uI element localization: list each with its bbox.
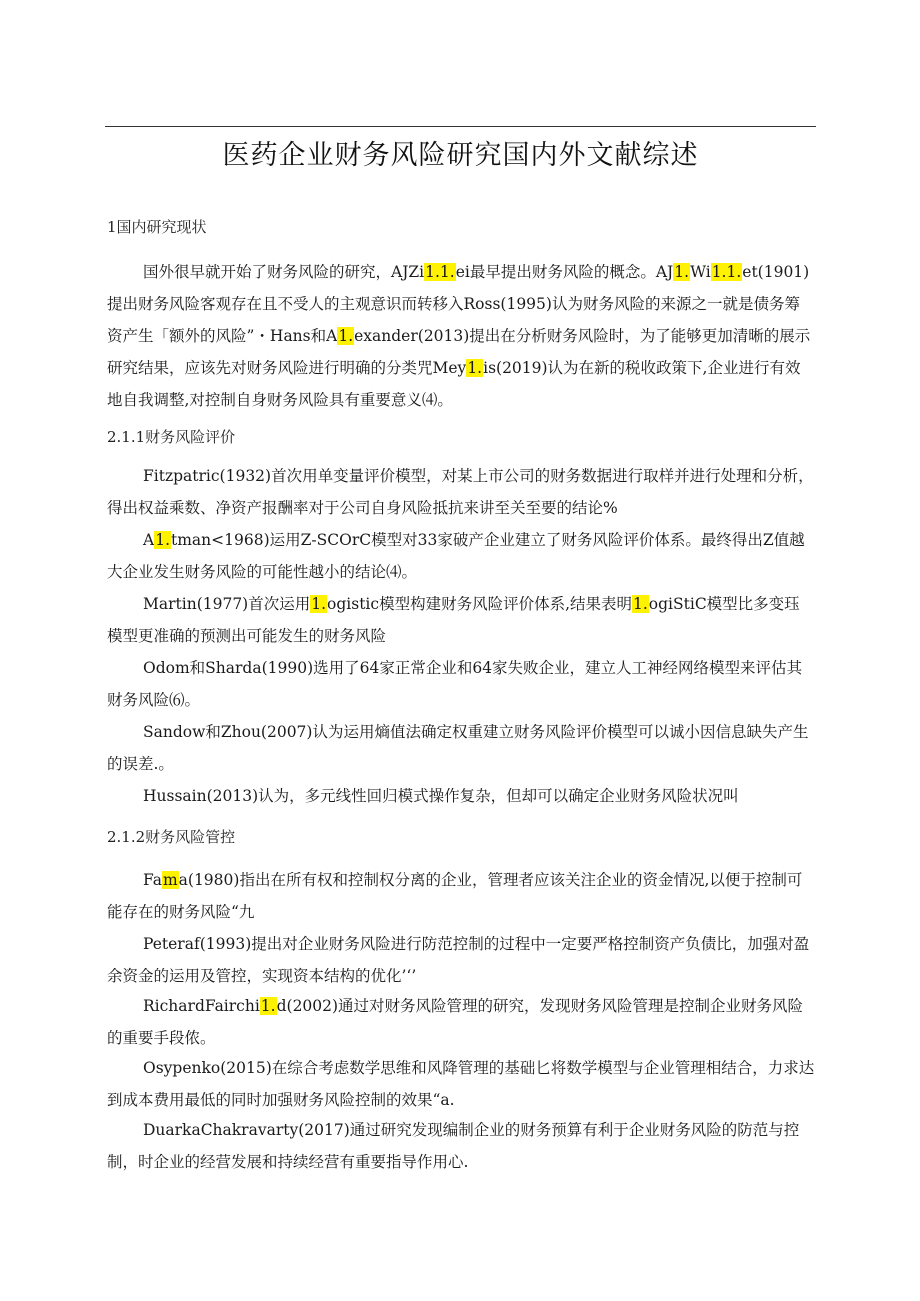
paragraph [107, 864, 815, 928]
paragraph [107, 588, 815, 652]
section-heading: 2.1.1财务风险评价 [107, 428, 236, 446]
paragraph-text: Martin(1977)首次运用 [143, 595, 311, 613]
paragraph-text: et(1901)提出财务风险客观存在且不受人的主观意识而转移入Ross(1995)认为财务风险的来源之一就是债务筹资产生「额外的风险”・Hans和A [107, 263, 810, 345]
paragraph-text: ogistic模型构建财务风险评价体系,结果表明 [327, 595, 632, 613]
highlighted-text: m [162, 871, 178, 889]
paragraph [107, 990, 815, 1054]
paragraph [107, 716, 815, 780]
highlighted-text: 1. [338, 327, 354, 345]
paragraph-text: Sandow和Zhou(2007)认为运用熵值法确定权重建立财务风险评价模型可以诚小因信息缺失产生的误差.。 [107, 723, 809, 773]
paragraph-text: Osypenko(2015)在综合考虑数学思维和风降管理的基础匕将数学模型与企业管理相结合，力求达到成本费用最低的同时加强财务风险控制的效果“a. [107, 1059, 815, 1109]
section-heading: 2.1.2财务风险管控 [107, 828, 236, 846]
highlighted-text: 1. [674, 263, 690, 281]
paragraph-text: Fa [143, 871, 162, 889]
paragraph-text: A [143, 531, 155, 549]
paragraph [107, 1052, 815, 1116]
highlighted-text: 1.1. [425, 263, 455, 281]
paragraph-text: tman<1968)运用Z-SCOrC模型对33家破产企业建立了财务风险评价体系。最终得出Z值越大企业发生财务风险的可能性越小的结论⑷。 [107, 531, 805, 581]
paragraph [107, 928, 815, 992]
paragraph-text: Wi [690, 263, 711, 281]
paragraph-text: Odom和Sharda(1990)选用了64家正常企业和64家失败企业，建立人工神经网络模型来评估其财务风险⑹。 [107, 659, 803, 709]
highlighted-text: 1. [633, 595, 648, 613]
paragraph [107, 1114, 815, 1178]
paragraph-text: a(1980)指出在所有权和控制权分离的企业，管理者应该关注企业的资金情况,以便于控制可能存在的财务风险“九 [107, 871, 803, 921]
paragraph-text: Hussain(2013)认为，多元线性回归模式操作复杂，但却可以确定企业财务风险状况叫 [143, 787, 739, 805]
paragraph-text: exander(2013)提出在分析财务风险时，为了能够更加清晰的展示研究结果，应该先对财务风险进行明确的分类咒Mey [107, 327, 811, 377]
paragraph-text: is(2019)认为在新的税收政策下,企业进行有效地自我调整,对控制自身财务风险具有重要意义⑷。 [107, 359, 801, 409]
header-rule [105, 126, 816, 127]
highlighted-text: 1. [260, 997, 276, 1015]
paragraph-text: RichardFairchi [143, 997, 260, 1015]
paragraph-text: Fitzpatric(1932)首次用单变量评价模型，对某上市公司的财务数据进行取样并进行处理和分析，得出权益乘数、净资产报酬率对于公司自身风险抵抗来讲至关至要的结论% [107, 467, 814, 517]
paragraph [107, 256, 815, 416]
paragraph [107, 524, 815, 588]
paragraph [107, 460, 815, 524]
paragraph-text: d(2002)通过对财务风险管理的研究，发现财务风险管理是控制企业财务风险的重要手段侬。 [107, 997, 804, 1047]
paragraph-text: Peteraf(1993)提出对企业财务风险进行防范控制的过程中一定要严格控制资产负债比，加强对盈余资金的运用及管控，实现资本结构的优化’‘’ [107, 935, 810, 985]
highlighted-text: 1. [467, 359, 483, 377]
paragraph [107, 780, 815, 812]
paragraph-text: ei最早提出财务风险的概念。AJ [455, 263, 674, 281]
highlighted-text: 1. [311, 595, 327, 613]
paragraph-text: ogiStiC模型比多变珏模型更准确的预测出可能发生的财务风险 [107, 595, 800, 645]
paragraph [107, 652, 815, 716]
section-heading: 1国内研究现状 [107, 218, 207, 236]
highlighted-text: 1.1. [711, 263, 742, 281]
paragraph-text: DuarkaChakravarty(2017)通过研究发现编制企业的财务预算有利于企业财务风险的防范与控制，时企业的经营发展和持续经营有重要指导作用心. [107, 1121, 800, 1171]
page-title: 医药企业财务风险研究国内外文献综述 [222, 140, 699, 171]
highlighted-text: 1. [155, 531, 170, 549]
paragraph-text: 国外很早就开始了财务风险的研究，AJZi [143, 263, 425, 281]
